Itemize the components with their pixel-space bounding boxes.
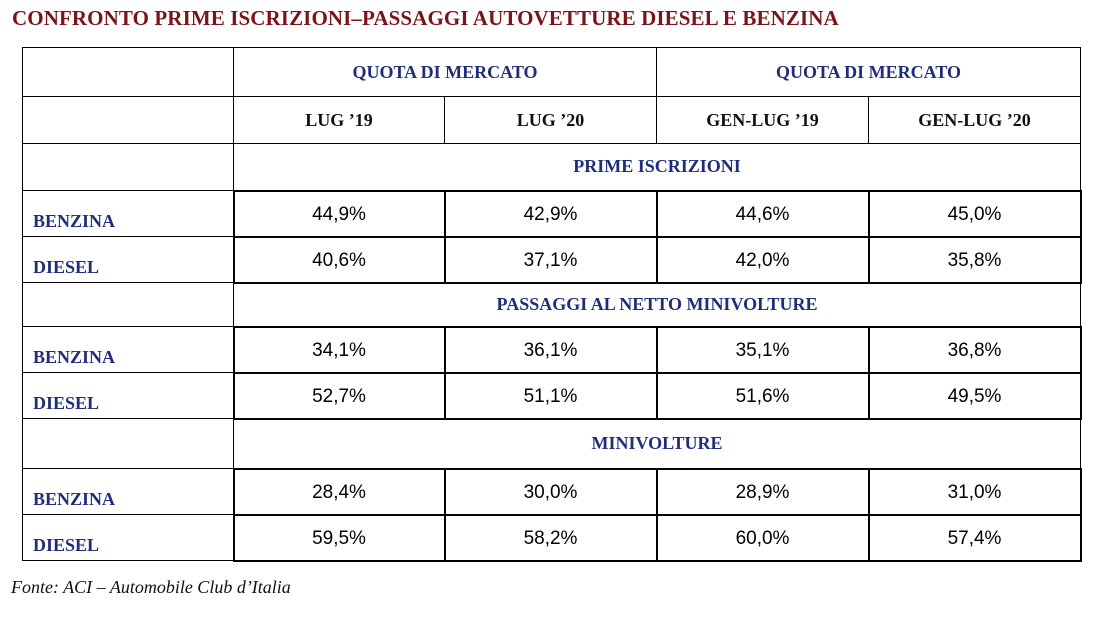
value-cell: 51,6%	[657, 373, 869, 419]
value-cell: 28,9%	[657, 469, 869, 515]
value-cell: 36,8%	[869, 327, 1081, 373]
section-row	[23, 144, 1081, 191]
table-row	[23, 327, 1081, 373]
value-cell: 31,0%	[869, 469, 1081, 515]
section-spacer-cell	[23, 144, 234, 191]
corner-cell	[23, 97, 234, 144]
table-row	[23, 373, 1081, 419]
table-row	[23, 469, 1081, 515]
header-row-periods	[23, 97, 1081, 144]
value-cell: 59,5%	[234, 515, 445, 561]
section-title: PRIME ISCRIZIONI	[234, 144, 1081, 191]
col-header: LUG ’20	[445, 97, 657, 144]
section-title: PASSAGGI AL NETTO MINIVOLTURE	[234, 283, 1081, 327]
row-label: BENZINA	[23, 469, 234, 515]
value-cell: 49,5%	[869, 373, 1081, 419]
value-cell: 30,0%	[445, 469, 657, 515]
value-cell: 60,0%	[657, 515, 869, 561]
table-row	[23, 237, 1081, 283]
row-label: DIESEL	[23, 237, 234, 283]
header-row-groups	[23, 48, 1081, 97]
value-cell: 58,2%	[445, 515, 657, 561]
row-label: BENZINA	[23, 327, 234, 373]
table-title: CONFRONTO PRIME ISCRIZIONI–PASSAGGI AUTOVETTURE DIESEL E BENZINA	[12, 6, 839, 30]
group-header-cumulative: QUOTA DI MERCATO	[657, 48, 1081, 97]
table-row	[23, 515, 1081, 561]
section-spacer-cell	[23, 419, 234, 469]
value-cell: 28,4%	[234, 469, 445, 515]
value-cell: 45,0%	[869, 191, 1081, 237]
value-cell: 36,1%	[445, 327, 657, 373]
row-label: DIESEL	[23, 373, 234, 419]
group-header-monthly: QUOTA DI MERCATO	[234, 48, 657, 97]
value-cell: 44,6%	[657, 191, 869, 237]
value-cell: 42,0%	[657, 237, 869, 283]
value-cell: 40,6%	[234, 237, 445, 283]
corner-cell	[23, 48, 234, 97]
value-cell: 34,1%	[234, 327, 445, 373]
value-cell: 37,1%	[445, 237, 657, 283]
value-cell: 35,8%	[869, 237, 1081, 283]
col-header: GEN-LUG ’20	[869, 97, 1081, 144]
col-header: LUG ’19	[234, 97, 445, 144]
section-row	[23, 283, 1081, 327]
value-cell: 35,1%	[657, 327, 869, 373]
row-label: BENZINA	[23, 191, 234, 237]
value-cell: 52,7%	[234, 373, 445, 419]
value-cell: 57,4%	[869, 515, 1081, 561]
section-spacer-cell	[23, 283, 234, 327]
col-header: GEN-LUG ’19	[657, 97, 869, 144]
section-row	[23, 419, 1081, 469]
table-row	[23, 191, 1081, 237]
value-cell: 44,9%	[234, 191, 445, 237]
value-cell: 51,1%	[445, 373, 657, 419]
source-note: Fonte: ACI – Automobile Club d’Italia	[11, 577, 291, 597]
market-share-table	[22, 47, 1082, 562]
value-cell: 42,9%	[445, 191, 657, 237]
section-title: MINIVOLTURE	[234, 419, 1081, 469]
row-label: DIESEL	[23, 515, 234, 561]
